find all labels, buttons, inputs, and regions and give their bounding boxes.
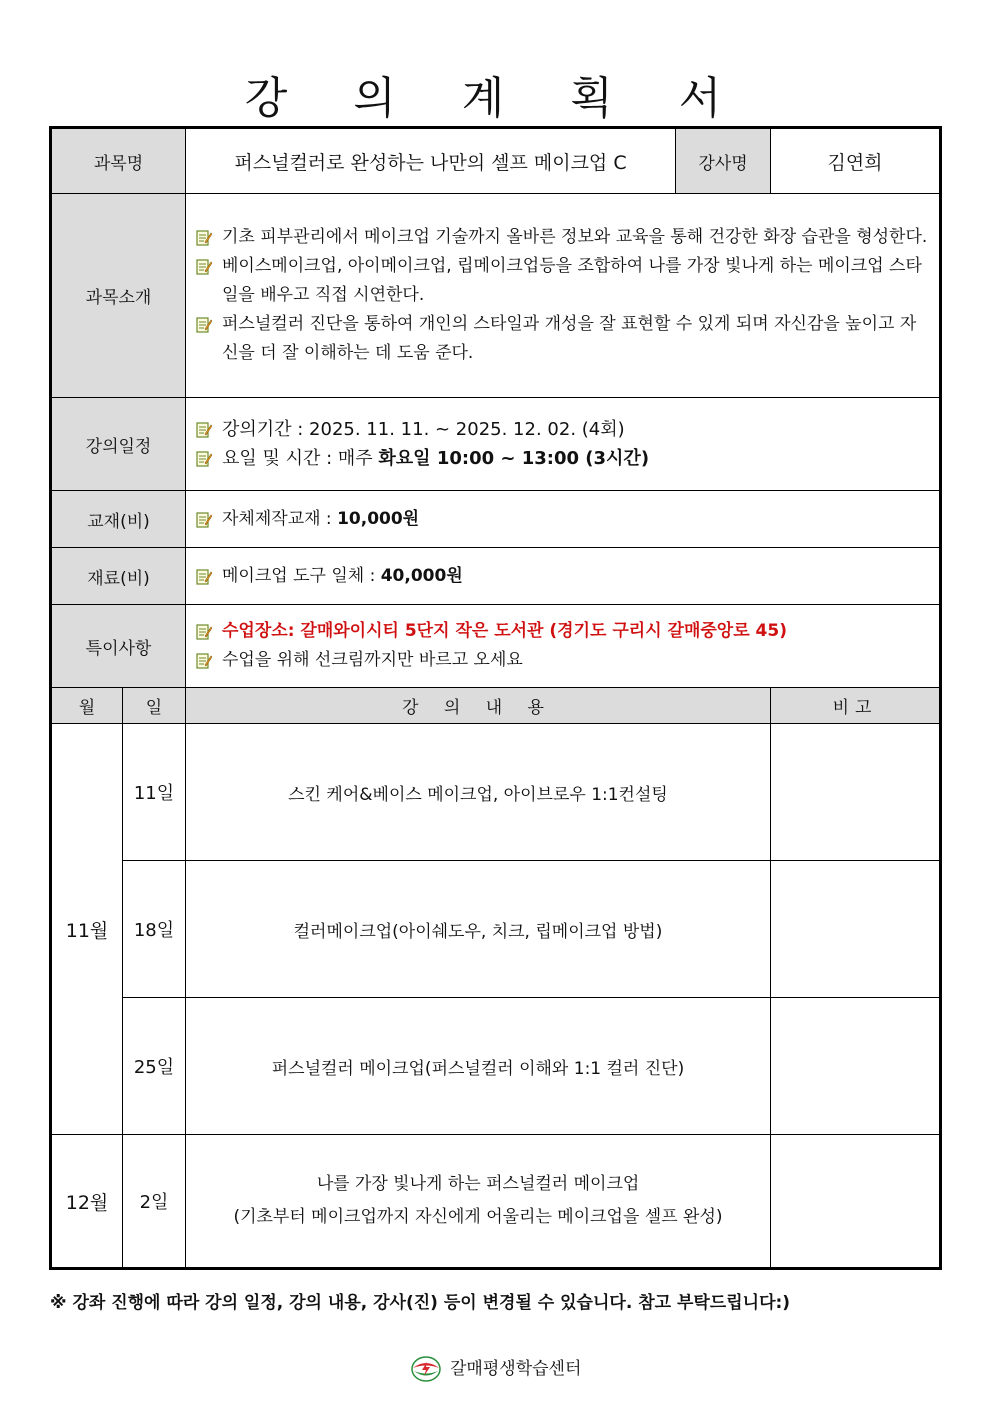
content-cell <box>186 1135 771 1269</box>
day-cell: 18일 <box>123 861 186 998</box>
instructor-name: 김연희 <box>771 128 941 194</box>
brand-name: 갈매평생학습센터 <box>450 1359 582 1379</box>
session-row <box>51 724 941 861</box>
memo-icon <box>196 258 212 275</box>
plan-header-row <box>51 688 941 724</box>
textbook-label: 교재(비) <box>51 491 186 548</box>
session-row <box>51 861 941 998</box>
schedule-period-item <box>196 415 931 444</box>
intro-item: 퍼스널컬러 진단을 통하여 개인의 스타일과 개성을 잘 표현할 수 있게 되며 자신감을 높이고 자신을 더 잘 이해하는 데 도움 준다. <box>196 310 931 368</box>
schedule-period: 강의기간 : 2025. 11. 11. ~ 2025. 12. 02. (4회) <box>222 419 625 440</box>
content-cell: 퍼스널컬러 메이크업(퍼스널컬러 이해와 1:1 컬러 진단) <box>186 998 771 1135</box>
notes-location: 수업장소: 갈매와이시티 5단지 작은 도서관 (경기도 구리시 갈매중앙로 45) <box>222 621 787 641</box>
schedule-content <box>186 398 941 491</box>
memo-icon <box>196 511 212 528</box>
notes-sunscreen: 수업을 위해 선크림까지만 바르고 오세요 <box>222 650 523 670</box>
month-header: 월 <box>51 688 123 724</box>
notes-label: 특이사항 <box>51 605 186 688</box>
intro-row <box>51 194 941 398</box>
subject-name: 퍼스널컬러로 완성하는 나만의 셀프 메이크업 C <box>186 128 676 194</box>
remarks-cell <box>771 724 941 861</box>
month-cell: 12월 <box>51 1135 123 1269</box>
textbook-price: 10,000원 <box>337 508 420 529</box>
subject-row <box>51 128 941 194</box>
intro-label: 과목소개 <box>51 194 186 398</box>
memo-icon <box>196 450 212 467</box>
remarks-cell <box>771 861 941 998</box>
session-row <box>51 998 941 1135</box>
memo-icon <box>196 623 212 640</box>
notes-row <box>51 605 941 688</box>
memo-icon <box>196 652 212 669</box>
textbook-item: 자체제작교재 : 10,000원 <box>196 505 931 534</box>
textbook-row <box>51 491 941 548</box>
schedule-time-value: 화요일 10:00 ~ 13:00 (3시간) <box>378 448 650 469</box>
schedule-row <box>51 398 941 491</box>
day-cell: 11일 <box>123 724 186 861</box>
memo-icon <box>196 229 212 246</box>
content-header: 강 의 내 용 <box>186 688 771 724</box>
remarks-cell <box>771 1135 941 1269</box>
session-row <box>51 1135 941 1269</box>
center-logo <box>411 1356 441 1382</box>
schedule-time-item <box>196 444 931 473</box>
day-cell: 25일 <box>123 998 186 1135</box>
lecture-plan-table <box>49 126 942 1270</box>
materials-label: 재료(비) <box>51 548 186 605</box>
intro-item: 베이스메이크업, 아이메이크업, 립메이크업등을 조합하여 나를 가장 빛나게 하는 메이크업 스타일을 배우고 직접 시연한다. <box>196 252 931 310</box>
materials-price: 40,000원 <box>380 565 463 586</box>
materials-item: 메이크업 도구 일체 : 40,000원 <box>196 562 931 591</box>
content-line: 나를 가장 빛나게 하는 퍼스널컬러 메이크업 <box>316 1174 640 1194</box>
day-cell: 2일 <box>123 1135 186 1269</box>
remarks-cell <box>771 998 941 1135</box>
content-cell: 컬러메이크업(아이쉐도우, 치크, 립메이크업 방법) <box>186 861 771 998</box>
memo-icon <box>196 316 212 333</box>
subject-label: 과목명 <box>51 128 186 194</box>
day-header: 일 <box>123 688 186 724</box>
instructor-label: 강사명 <box>676 128 771 194</box>
notes-sunscreen-item <box>196 646 931 675</box>
content-cell: 스킨 케어&베이스 메이크업, 아이브로우 1:1컨설팅 <box>186 724 771 861</box>
remarks-header: 비고 <box>771 688 941 724</box>
materials-row <box>51 548 941 605</box>
month-cell: 11월 <box>51 724 123 1135</box>
schedule-label: 강의일정 <box>51 398 186 491</box>
intro-list <box>186 223 939 368</box>
intro-item: 기초 피부관리에서 메이크업 기술까지 올바른 정보와 교육을 통해 건강한 화장 습관을 형성한다. <box>196 223 931 252</box>
page-title: 강 의 계 획 서 <box>244 73 748 124</box>
footer-note: ※ 강좌 진행에 따라 강의 일정, 강의 내용, 강사(진) 등이 변경될 수 있습니다. 참고 부탁드립니다:) <box>50 1293 791 1313</box>
footer-brand <box>0 1354 992 1382</box>
memo-icon <box>196 568 212 585</box>
memo-icon <box>196 421 212 438</box>
schedule-time-prefix: 요일 및 시간 : 매주 <box>222 448 379 469</box>
intro-content <box>186 194 941 398</box>
content-line: (기초부터 메이크업까지 자신에게 어울리는 메이크업을 셀프 완성) <box>233 1207 723 1227</box>
notes-location-item <box>196 617 931 646</box>
